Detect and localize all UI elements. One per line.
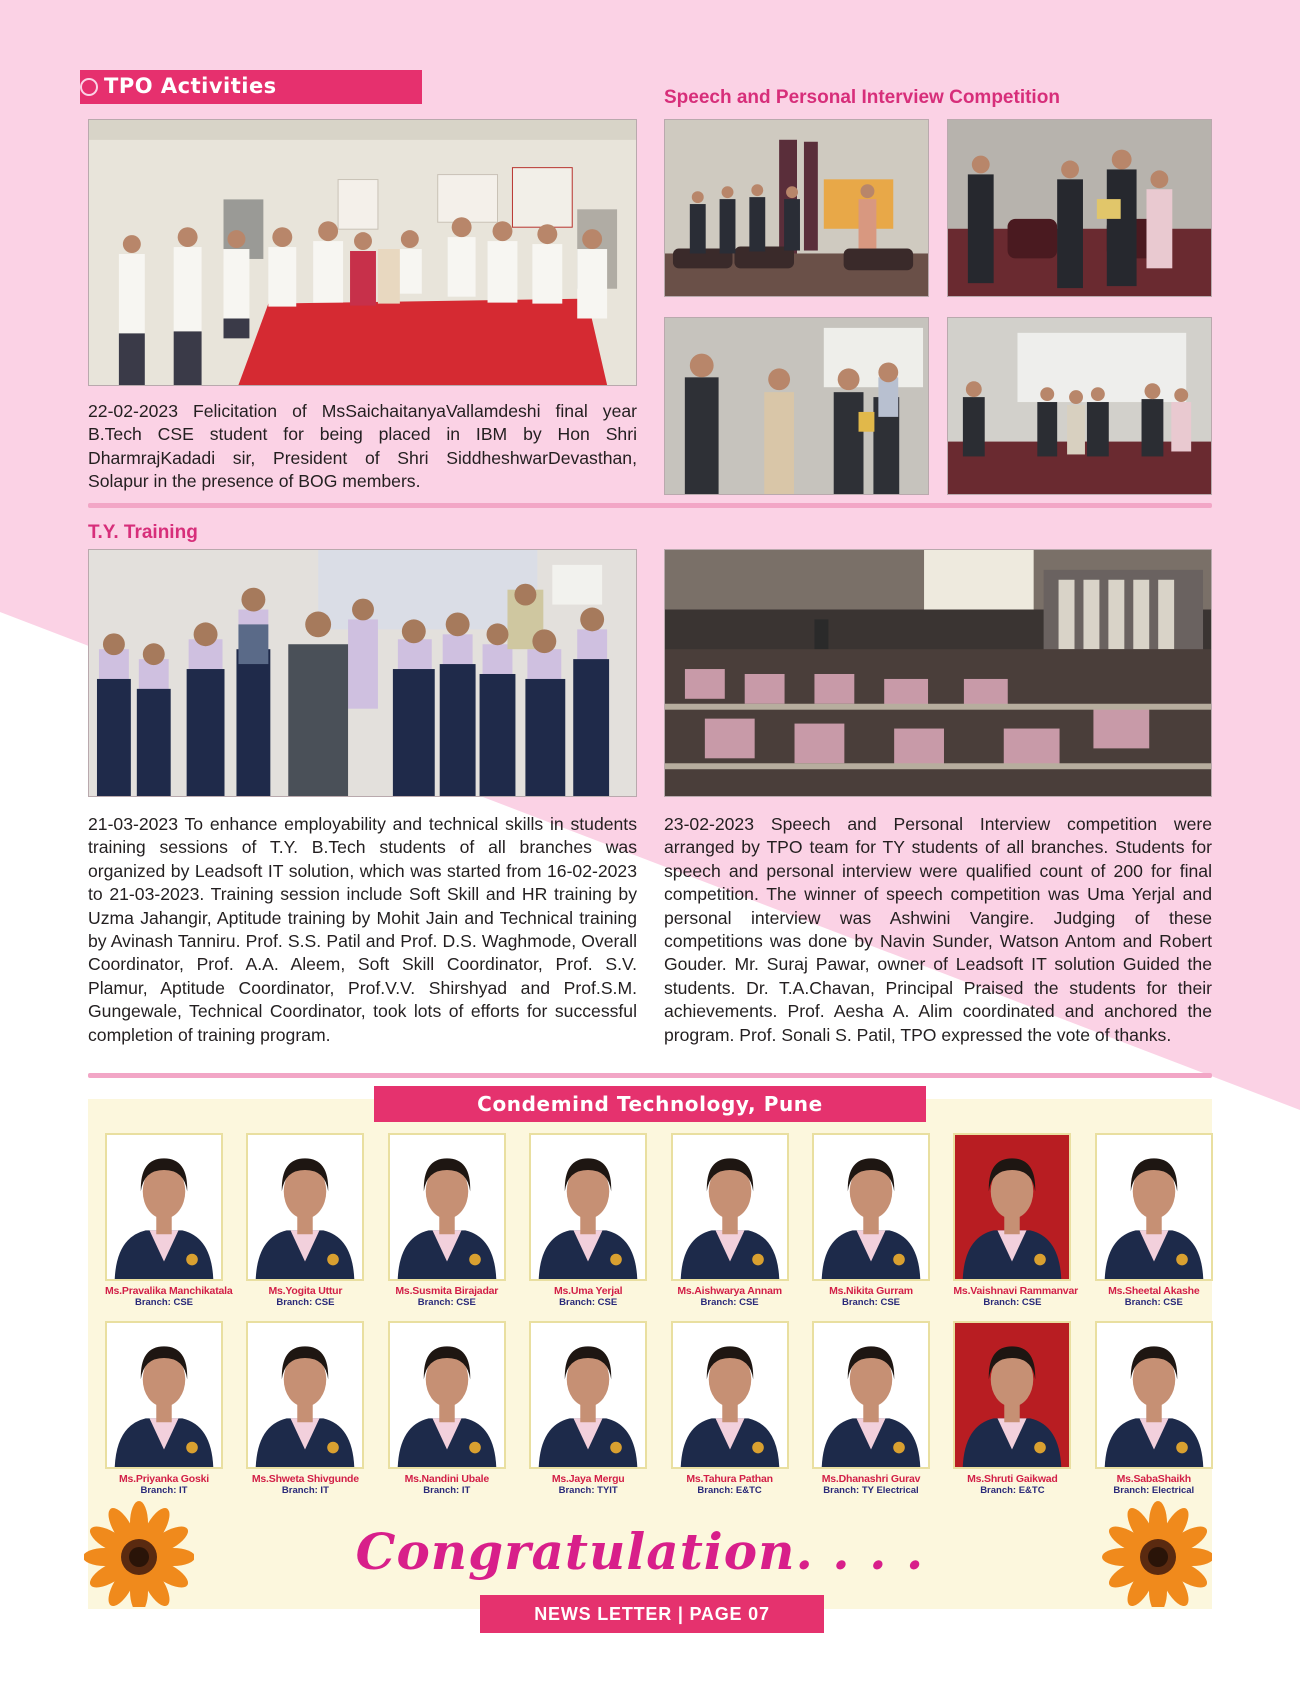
- student-card: [953, 1133, 1078, 1308]
- caption-training: 21-03-2023 To enhance employability and technical skills in students training sessions of T.Y. B.Tech students of all branches was organized by Leadsoft IT solution, which was started from 16-02-2023 to 21-03-2023. Training session include Soft Skill and HR training by Uzma Jahangir, Aptitude training by Mohit Jain and Technical training by Avinash Tanniru. Prof. S.S. Patil and Prof. D.S. Waghmode, Overall Coordinator, Prof. A.A. Aleem, Soft Skill Coordinator, Prof. S.V. Plamur, Aptitude Coordinator, Prof.V.V. Shirshyad and Prof.S.M. Gungewale, Technical Coordinator, took lots of efforts for successful completion of training program.: [88, 814, 637, 1045]
- student-card: [1095, 1321, 1213, 1496]
- company-banner: Condemind Technology, Pune: [374, 1086, 926, 1122]
- photo-training-group: [88, 549, 637, 797]
- student-name: Ms.Tahura Pathan: [686, 1473, 773, 1485]
- student-photo: [388, 1133, 506, 1281]
- student-photo: [246, 1133, 364, 1281]
- student-name: Ms.Priyanka Goski: [119, 1473, 209, 1485]
- student-name: Ms.Pravalika Manchikatala: [105, 1285, 233, 1297]
- student-card: [246, 1133, 364, 1308]
- student-photo: [529, 1133, 647, 1281]
- student-photo: [105, 1321, 223, 1469]
- student-branch: Branch: CSE: [841, 1297, 901, 1308]
- student-name: Ms.Dhanashri Gurav: [821, 1473, 921, 1485]
- student-branch: Branch: TYIT: [558, 1485, 618, 1496]
- student-name: Ms.Yogita Uttur: [268, 1285, 343, 1297]
- section-divider: [88, 503, 1212, 508]
- student-photo: [529, 1321, 647, 1469]
- student-card: [671, 1321, 789, 1496]
- student-photo: [812, 1321, 930, 1469]
- student-photo: [671, 1133, 789, 1281]
- sunflower-icon: [1096, 1495, 1212, 1607]
- student-name: Ms.Shruti Gaikwad: [967, 1473, 1058, 1485]
- student-photo: [812, 1133, 930, 1281]
- student-card: [812, 1133, 930, 1308]
- student-branch: Branch: CSE: [1124, 1297, 1183, 1308]
- student-card: [529, 1321, 647, 1496]
- heading-speech-competition: Speech and Personal Interview Competition: [664, 87, 1060, 108]
- student-branch: Branch: IT: [423, 1485, 471, 1496]
- caption-felicitation: 22-02-2023 Felicitation of MsSaichaitanyaVallamdeshi final year B.Tech CSE student for being placed in IBM by Hon Shri DharmrajKadadi sir, President of Shri SiddheshwarDevasthan, Solapur in the presence of BOG members.: [88, 401, 637, 492]
- student-card: [671, 1133, 789, 1308]
- student-branch: Branch: TY Electrical: [823, 1485, 919, 1496]
- student-card: [105, 1133, 233, 1308]
- student-photo: [105, 1133, 223, 1281]
- student-card: [812, 1321, 930, 1496]
- student-branch: Branch: CSE: [276, 1297, 335, 1308]
- student-name: Ms.Susmita Birajadar: [395, 1285, 499, 1297]
- photo-speech-1: [664, 119, 929, 297]
- student-name: Ms.Nikita Gurram: [829, 1285, 913, 1297]
- photo-felicitation: [88, 119, 637, 386]
- student-card: [1095, 1133, 1213, 1308]
- student-photo: [388, 1321, 506, 1469]
- student-name: Ms.Uma Yerjal: [553, 1285, 623, 1297]
- student-branch: Branch: E&TC: [980, 1485, 1045, 1496]
- section-title-tpo-activities: TPO Activities: [104, 74, 277, 98]
- student-name: Ms.SabaShaikh: [1116, 1473, 1192, 1485]
- student-name: Ms.Aishwarya Annam: [677, 1285, 782, 1297]
- student-branch: Branch: CSE: [700, 1297, 759, 1308]
- photo-speech-3: [664, 317, 929, 495]
- student-card: [953, 1321, 1071, 1496]
- student-branch: Branch: CSE: [983, 1297, 1042, 1308]
- photo-speech-classroom: [664, 549, 1212, 797]
- student-branch: Branch: CSE: [559, 1297, 618, 1308]
- student-photo: [953, 1133, 1071, 1281]
- student-photo: [953, 1321, 1071, 1469]
- sunflower-icon: [84, 1495, 194, 1607]
- bullet-dot-icon: [80, 78, 98, 96]
- student-branch: Branch: Electrical: [1113, 1485, 1195, 1496]
- student-photo: [1095, 1321, 1213, 1469]
- section-divider: [88, 1073, 1212, 1078]
- student-photo: [671, 1321, 789, 1469]
- student-name: Ms.Jaya Mergu: [551, 1473, 625, 1485]
- student-card: [105, 1321, 223, 1496]
- student-name: Ms.Vaishnavi Rammanvar: [953, 1285, 1078, 1297]
- student-card: [388, 1321, 506, 1496]
- student-branch: Branch: E&TC: [697, 1485, 762, 1496]
- student-branch: Branch: IT: [281, 1485, 329, 1496]
- photo-speech-4: [947, 317, 1212, 495]
- student-branch: Branch: IT: [140, 1485, 188, 1496]
- student-photo: [1095, 1133, 1213, 1281]
- student-card: [388, 1133, 506, 1308]
- student-card: [529, 1133, 647, 1308]
- heading-ty-training: T.Y. Training: [88, 522, 198, 543]
- student-name: Ms.Nandini Ubale: [404, 1473, 489, 1485]
- student-name: Ms.Shweta Shivgunde: [251, 1473, 359, 1485]
- caption-speech-competition: 23-02-2023 Speech and Personal Interview competition were arranged by TPO team for TY students of all branches. Students for speech and personal interview were qualified count of 200 for final competition. The winner of speech competition was Uma Yerjal and personal interview was Ashwini Vangire. Judging of these competitions was done by Navin Sunder, Watson Antom and Robert Gouder. Mr. Suraj Pawar, owner of Leadsoft IT solution Guided the students. Dr. T.A.Chavan, Principal Praised the students for their achievements. Prof. Aesha A. Alim coordinated and anchored the program. Prof. Sonali S. Patil, TPO expressed the vote of thanks.: [664, 814, 1212, 1045]
- student-branch: Branch: CSE: [417, 1297, 476, 1308]
- photo-speech-2: [947, 119, 1212, 297]
- newsletter-page-label: NEWS LETTER | PAGE 07: [480, 1595, 824, 1633]
- student-photo: [246, 1321, 364, 1469]
- congratulation-text: Congratulation. . . .: [355, 1522, 925, 1581]
- student-card: [246, 1321, 364, 1496]
- student-name: Ms.Sheetal Akashe: [1108, 1285, 1200, 1297]
- student-branch: Branch: CSE: [134, 1297, 194, 1308]
